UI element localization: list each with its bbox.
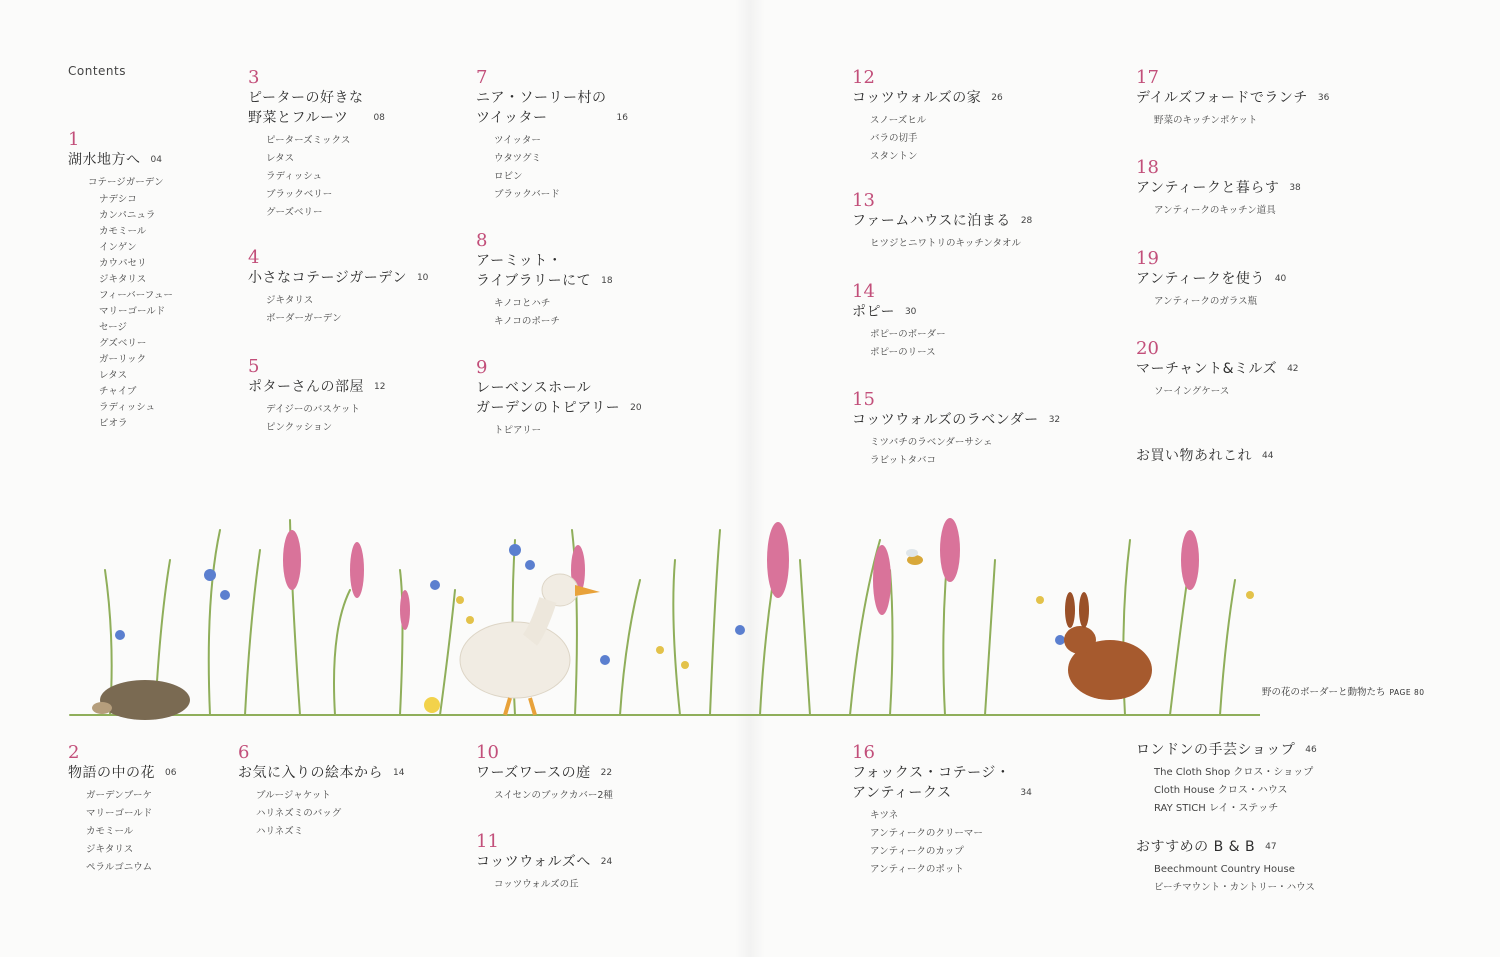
list-item: ハリネズミのバッグ bbox=[256, 808, 342, 819]
section-title: コッツウォルズの家 bbox=[852, 90, 982, 106]
page-number: 28 bbox=[1020, 216, 1033, 226]
page-number: 26 bbox=[991, 93, 1003, 103]
list-item: コテージガーデン bbox=[88, 177, 164, 188]
list-item: カンパニュラ bbox=[99, 210, 156, 221]
list-item: コッツウォルズの丘 bbox=[494, 879, 579, 890]
toc-section-20 bbox=[1136, 339, 1376, 401]
section-title: ファームハウスに泊まる bbox=[852, 213, 1011, 229]
section-title: レーベンスホール ガーデンのトピアリー bbox=[476, 380, 621, 416]
list-item: ソーイングケース bbox=[1154, 386, 1230, 397]
item-list bbox=[870, 112, 1092, 166]
section-number: 20 bbox=[1136, 338, 1159, 359]
list-item: ピーターズミックス bbox=[266, 135, 351, 146]
item-list bbox=[256, 787, 478, 841]
list-item: ジキタリス bbox=[266, 295, 314, 306]
toc-section-15 bbox=[852, 390, 1092, 470]
section-number: 8 bbox=[476, 230, 488, 251]
list-item: ブルージャケット bbox=[256, 790, 331, 801]
section-number: 11 bbox=[476, 831, 499, 852]
page-number: 44 bbox=[1262, 451, 1274, 461]
list-item: トピアリー bbox=[494, 425, 542, 436]
contents-label: Contents bbox=[68, 64, 126, 78]
section-number: 1 bbox=[68, 129, 80, 150]
list-item: ロビン bbox=[494, 171, 523, 182]
item-list bbox=[494, 787, 716, 805]
list-item: カモミール bbox=[99, 226, 147, 237]
section-number: 6 bbox=[238, 742, 250, 763]
list-item: Beechmount Country House bbox=[1154, 864, 1295, 875]
caption-text: 野の花のボーダーと動物たち bbox=[1262, 687, 1386, 698]
item-list bbox=[494, 295, 716, 331]
list-item: ハリネズミ bbox=[256, 826, 304, 837]
list-item: ナデシコ bbox=[99, 194, 137, 205]
list-item: ポピーのリース bbox=[870, 347, 936, 358]
list-item: ウタツグミ bbox=[494, 153, 542, 164]
section-title: おすすめの B & B bbox=[1136, 839, 1256, 855]
page-number: 24 bbox=[600, 857, 613, 867]
item-list bbox=[266, 292, 488, 328]
list-item: ジキタリス bbox=[86, 844, 134, 855]
list-item: ガーリック bbox=[99, 354, 147, 365]
page-number: 36 bbox=[1317, 93, 1330, 103]
caption-page-ref: PAGE 80 bbox=[1389, 688, 1425, 697]
item-list bbox=[1154, 861, 1376, 897]
page-number: 08 bbox=[373, 113, 385, 123]
list-item: ヒツジとニワトリのキッチンタオル bbox=[870, 238, 1021, 249]
page-number: 04 bbox=[150, 155, 162, 165]
bee-figure bbox=[906, 549, 923, 565]
list-item: バラの切手 bbox=[870, 133, 918, 144]
toc-section-12 bbox=[852, 68, 1092, 166]
toc-section-14 bbox=[852, 282, 1092, 362]
toc-section-18 bbox=[1136, 158, 1376, 220]
section-title: ロンドンの手芸ショップ bbox=[1136, 742, 1296, 758]
list-item: ピンクッション bbox=[266, 422, 333, 433]
list-item: ビオラ bbox=[99, 418, 128, 429]
list-item: ラディッシュ bbox=[266, 171, 323, 182]
toc-section-6 bbox=[238, 743, 478, 841]
list-item: ボーダーガーデン bbox=[266, 313, 342, 324]
page-number: 22 bbox=[600, 768, 613, 778]
list-item: ラビットタバコ bbox=[870, 455, 937, 466]
list-item: アンティークのポット bbox=[870, 864, 964, 875]
section-number: 16 bbox=[852, 742, 875, 763]
item-list bbox=[1154, 764, 1376, 818]
toc-section-shopping bbox=[1136, 446, 1376, 466]
embroidery-border-illustration bbox=[60, 500, 1260, 730]
section-number: 3 bbox=[248, 67, 260, 88]
section-title: デイルズフォードでランチ bbox=[1136, 90, 1308, 106]
list-item: マリーゴールド bbox=[99, 306, 166, 317]
page-number: 38 bbox=[1289, 183, 1301, 193]
section-number: 4 bbox=[248, 247, 260, 268]
list-item: デイジーのバスケット bbox=[266, 404, 360, 415]
page-number: 18 bbox=[601, 276, 613, 286]
item-list bbox=[494, 422, 716, 440]
list-item: カモミール bbox=[86, 826, 134, 837]
list-item: ツイッター bbox=[494, 135, 541, 146]
section-number: 2 bbox=[68, 742, 80, 763]
section-title: 物語の中の花 bbox=[68, 765, 155, 781]
page-number: 16 bbox=[616, 113, 628, 123]
toc-section-9 bbox=[476, 358, 716, 440]
pink-foxgloves bbox=[283, 518, 1199, 630]
list-item: ポピーのボーダー bbox=[870, 329, 946, 340]
section-title: マーチャント&ミルズ bbox=[1136, 361, 1278, 377]
section-title: アンティークと暮らす bbox=[1136, 180, 1280, 196]
section-title: アーミット・ ライブラリーにて bbox=[476, 253, 592, 289]
item-list bbox=[266, 401, 488, 437]
section-title: お気に入りの絵本から bbox=[238, 765, 383, 781]
list-item: キノコのポーチ bbox=[494, 316, 560, 327]
section-title: ピーターの好きな 野菜とフルーツ bbox=[248, 90, 364, 126]
section-number: 19 bbox=[1136, 248, 1159, 269]
list-item: セージ bbox=[99, 322, 127, 333]
toc-section-17 bbox=[1136, 68, 1376, 130]
page-number: 32 bbox=[1048, 415, 1061, 425]
book-gutter bbox=[735, 0, 765, 957]
list-item: アンティークのクリーマー bbox=[870, 828, 983, 839]
section-number: 17 bbox=[1136, 67, 1159, 88]
item-list bbox=[494, 876, 716, 894]
section-title: ワーズワースの庭 bbox=[476, 765, 591, 781]
toc-section-8 bbox=[476, 231, 716, 331]
page-number: 40 bbox=[1274, 274, 1287, 284]
list-item: The Cloth Shop クロス・ショップ bbox=[1154, 767, 1314, 778]
toc-section-13 bbox=[852, 191, 1092, 253]
section-number: 12 bbox=[852, 67, 875, 88]
section-number: 10 bbox=[476, 742, 499, 763]
list-item: カウパセリ bbox=[99, 258, 147, 269]
section-number: 7 bbox=[476, 67, 488, 88]
section-title: アンティークを使う bbox=[1136, 271, 1265, 287]
toc-section-19 bbox=[1136, 249, 1376, 311]
list-item: グズベリー bbox=[99, 338, 147, 349]
item-list bbox=[1154, 112, 1376, 130]
item-list bbox=[870, 326, 1092, 362]
section-title: コッツウォルズへ bbox=[476, 854, 591, 870]
section-title: フォックス・コテージ・ アンティークス bbox=[852, 765, 1011, 801]
toc-section-3 bbox=[248, 68, 488, 222]
page-number: 06 bbox=[165, 768, 177, 778]
page-number: 10 bbox=[416, 273, 429, 283]
list-item: チャイブ bbox=[99, 386, 137, 397]
section-number: 9 bbox=[476, 357, 488, 378]
rabbit-figure bbox=[1064, 592, 1152, 700]
list-item: ブラックベリー bbox=[266, 189, 333, 200]
list-item: アンティークのガラス瓶 bbox=[1154, 296, 1258, 307]
page-number: 42 bbox=[1287, 364, 1299, 374]
section-title: お買い物あれこれ bbox=[1136, 448, 1252, 464]
list-item: ペラルゴニウム bbox=[86, 862, 153, 873]
item-list bbox=[870, 235, 1092, 253]
list-item: ガーデンブーケ bbox=[86, 790, 153, 801]
list-item: アンティークのキッチン道具 bbox=[1154, 205, 1276, 216]
toc-section-london-shops bbox=[1136, 740, 1376, 818]
toc-section-bnb bbox=[1136, 837, 1376, 897]
list-item: ジキタリス bbox=[99, 274, 147, 285]
page-number: 47 bbox=[1265, 842, 1277, 852]
list-item: スイセンのブックカバー2種 bbox=[494, 790, 613, 801]
section-title: コッツウォルズのラベンダー bbox=[852, 412, 1039, 428]
page-number: 14 bbox=[393, 768, 405, 778]
page-number: 46 bbox=[1305, 745, 1317, 755]
list-item: マリーゴールド bbox=[86, 808, 153, 819]
item-list bbox=[266, 132, 488, 222]
list-item: レタス bbox=[266, 153, 295, 164]
section-number: 13 bbox=[852, 190, 875, 211]
toc-section-5 bbox=[248, 357, 488, 437]
toc-section-7 bbox=[476, 68, 716, 204]
list-item: ミツバチのラベンダーサシェ bbox=[870, 437, 993, 448]
list-item: キツネ bbox=[870, 810, 899, 821]
page-number: 20 bbox=[630, 403, 642, 413]
item-list bbox=[870, 434, 1092, 470]
page-number: 34 bbox=[1020, 788, 1032, 798]
list-item: フィーバーフュー bbox=[99, 290, 173, 301]
section-number: 15 bbox=[852, 389, 875, 410]
toc-section-10 bbox=[476, 743, 716, 805]
list-item: ビーチマウント・カントリー・ハウス bbox=[1154, 882, 1315, 893]
list-item: RAY STICH レイ・ステッチ bbox=[1154, 803, 1279, 814]
section-title: ポピー bbox=[852, 304, 895, 320]
item-list bbox=[1154, 202, 1376, 220]
list-item: Cloth House クロス・ハウス bbox=[1154, 785, 1288, 796]
list-item: 野菜のキッチンポケット bbox=[1154, 115, 1258, 126]
illustration-caption bbox=[1262, 684, 1425, 698]
item-list bbox=[870, 807, 1092, 879]
list-item: レタス bbox=[99, 370, 128, 381]
list-item: ブラックバード bbox=[494, 189, 560, 200]
section-number: 18 bbox=[1136, 157, 1159, 178]
list-item: アンティークのカップ bbox=[870, 846, 964, 857]
list-item: キノコとハチ bbox=[494, 298, 551, 309]
section-title: 湖水地方へ bbox=[68, 152, 141, 168]
page-number: 30 bbox=[904, 307, 917, 317]
list-item: スノーズヒル bbox=[870, 115, 927, 126]
item-list bbox=[1154, 383, 1376, 401]
section-title: ニア・ソーリー村の ツイッター bbox=[476, 90, 607, 126]
list-item: グーズベリー bbox=[266, 207, 323, 218]
list-item: ラディッシュ bbox=[99, 402, 156, 413]
section-number: 14 bbox=[852, 281, 875, 302]
item-list bbox=[1154, 293, 1376, 311]
list-item: スタントン bbox=[870, 151, 918, 162]
toc-section-4 bbox=[248, 248, 488, 328]
toc-section-11 bbox=[476, 832, 716, 894]
item-list bbox=[494, 132, 716, 204]
section-title: ポターさんの部屋 bbox=[248, 379, 364, 395]
section-title: 小さなコテージガーデン bbox=[248, 270, 407, 286]
list-item: インゲン bbox=[99, 242, 137, 253]
page-number: 12 bbox=[374, 382, 386, 392]
section-number: 5 bbox=[248, 356, 260, 377]
toc-section-16 bbox=[852, 743, 1092, 879]
